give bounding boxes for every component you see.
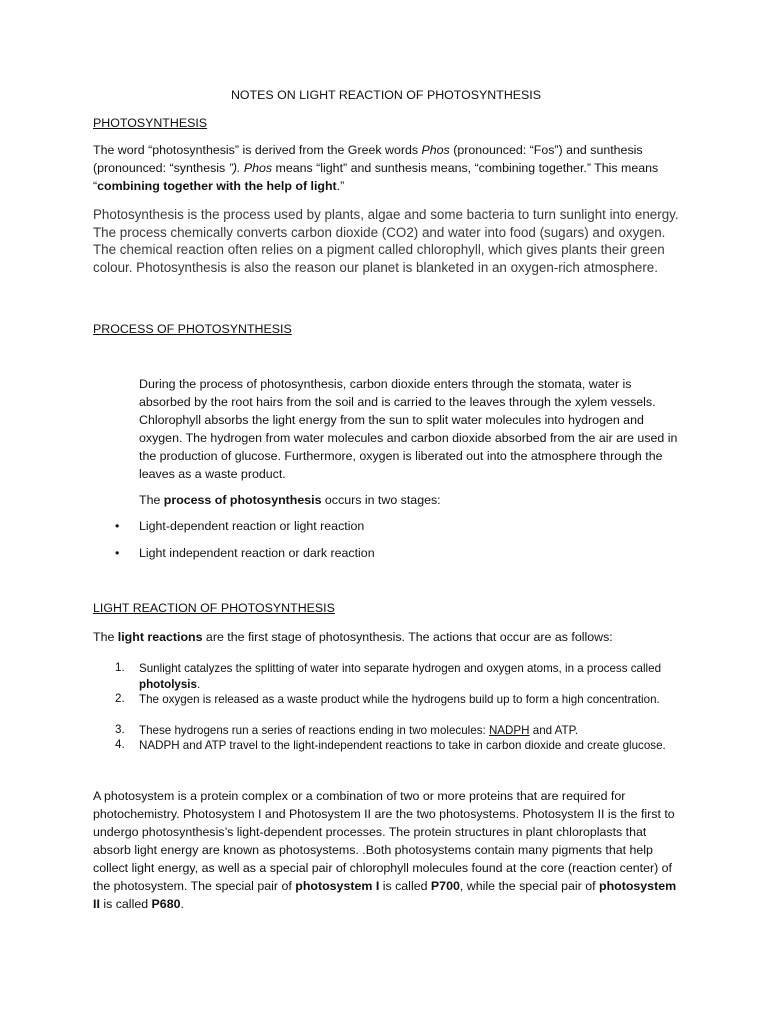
- page-title: NOTES ON LIGHT REACTION OF PHOTOSYNTHESIS: [230, 88, 542, 102]
- bullet-item: Light-dependent reaction or light reaction: [139, 519, 365, 533]
- paragraph-process: During the process of photosynthesis, carbon dioxide enters through the stomata, water is absorbed by the root hairs from the soil and is carried to the leaves through the xylem vessels. Chlorophyll absorbs the light energy from the sun to split water molecules into hydrogen and oxygen. The hydrogen from water molecules and carbon dioxide absorbed from the air are used in the production of glucose. Furthermore, oxygen is liberated out into the atmosphere through the leaves as a waste product.: [139, 377, 678, 481]
- list-item: The oxygen is released as a waste product while the hydrogens build up to form a high concentration.: [139, 693, 660, 706]
- paragraph-etymology: The word “photosynthesis” is derived from the Greek words Phos (pronounced: “Fos”) and sunthesis (pronounced: “synthesis ”). Phos means “light” and sunthesis means, “combining together.” This means “combining together with the help of light.”: [93, 143, 659, 193]
- list-number: 3.: [115, 723, 125, 736]
- paragraph-definition: Photosynthesis is the process used by plants, algae and some bacteria to turn sunlight into energy. The process chemically converts carbon dioxide (CO2) and water into food (sugars) and oxygen. The chemical reaction often relies on a pigment called chlorophyll, which gives plants their green colour. Photosynthesis is also the reason our planet is blanketed in an oxygen-rich atmosphere.: [93, 207, 679, 275]
- heading-process: PROCESS OF PHOTOSYNTHESIS: [93, 322, 292, 336]
- bullet-mark: •: [115, 546, 120, 560]
- paragraph-light-intro: The light reactions are the first stage of photosynthesis. The actions that occur are as follows:: [93, 630, 613, 644]
- list-item: Sunlight catalyzes the splitting of water into separate hydrogen and oxygen atoms, in a process called photolysis.: [139, 662, 662, 691]
- list-number: 2.: [115, 692, 125, 705]
- bullet-mark: •: [115, 519, 120, 533]
- list-number: 1.: [115, 661, 125, 674]
- heading-photosynthesis: PHOTOSYNTHESIS: [93, 116, 208, 130]
- bullet-item: Light independent reaction or dark reaction: [139, 546, 375, 560]
- paragraph-stages: The process of photosynthesis occurs in two stages:: [139, 493, 441, 507]
- list-item: NADPH and ATP travel to the light-independent reactions to take in carbon dioxide and create glucose.: [139, 739, 666, 752]
- heading-light-reaction: LIGHT REACTION OF PHOTOSYNTHESIS: [93, 601, 335, 615]
- list-item: These hydrogens run a series of reactions ending in two molecules: NADPH and ATP.: [139, 724, 579, 737]
- list-number: 4.: [115, 738, 125, 751]
- paragraph-photosystem: A photosystem is a protein complex or a combination of two or more proteins that are required for photochemistry. Photosystem I and Photosystem II are the two photosystems. Photosystem II is the first to undergo photosynthesis’s light-dependent processes. The protein structures in plant chloroplasts that absorb light energy are known as photosystems. .Both photosystems contain many pigments that help collect light energy, as well as a special pair of chlorophyll molecules found at the core (reaction center) of the photosystem. The special pair of photosystem I is called P700, while the special pair of photosystem II is called P680.: [93, 789, 677, 911]
